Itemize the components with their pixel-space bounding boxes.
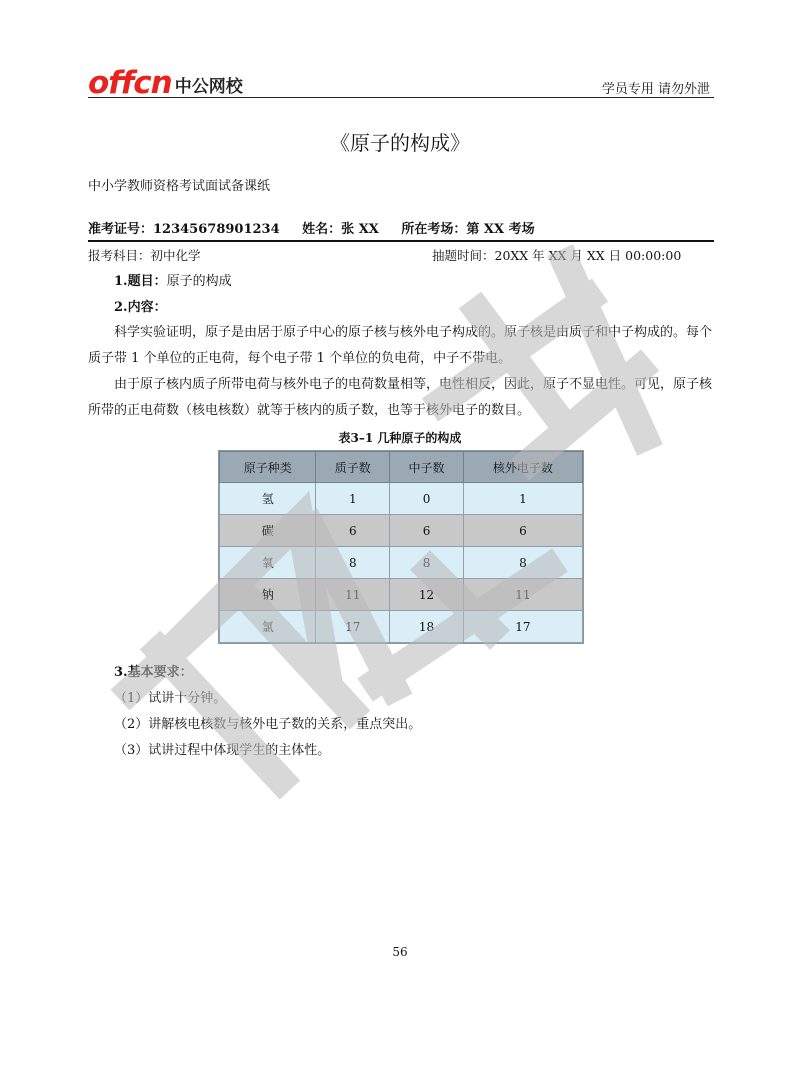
table-cell: 氢 [220, 483, 316, 515]
content-paragraph-2: 由于原子核内质子所带电荷与核外电子的电荷数量相等，电性相反，因此，原子不显电性。可见，原子核所带的正电荷数（核电核数）就等于核内的质子数，也等于核外电子的数目。 [88, 377, 713, 418]
topic-label: 1.题目： [114, 274, 167, 289]
page-title: 《原子的构成》 [330, 131, 470, 155]
requirement-item: （3）试讲过程中体现学生的主体性。 [114, 743, 331, 758]
table-cell: 8 [390, 547, 464, 579]
table-cell: 1 [463, 483, 582, 515]
table-cell: 6 [390, 515, 464, 547]
table-cell: 11 [463, 579, 582, 611]
column-header: 核外电子数 [463, 452, 582, 483]
draw-time: 抽题时间：20XX 年 XX 月 XX 日 00:00:00 [432, 248, 682, 263]
table-cell: 11 [316, 579, 390, 611]
table-cell: 1 [316, 483, 390, 515]
table-row [220, 579, 583, 611]
table-cell: 8 [463, 547, 582, 579]
requirement-item: （1）试讲十分钟。 [114, 691, 227, 706]
info-divider [88, 240, 714, 242]
table-cell: 17 [463, 611, 582, 643]
table-cell: 钠 [220, 579, 316, 611]
table-cell: 氯 [220, 611, 316, 643]
table-cell: 碳 [220, 515, 316, 547]
table-cell: 12 [390, 579, 464, 611]
offcn-logo [88, 62, 243, 101]
content-paragraph-1: 科学实验证明，原子是由居于原子中心的原子核与核外电子构成的。原子核是由质子和中子构成的。每个质子带 1 个单位的正电荷，每个电子带 1 个单位的负电荷，中子不带电。 [88, 325, 713, 366]
exam-info-line [88, 218, 553, 237]
atom-composition-table [219, 451, 583, 643]
topic-value: 原子的构成 [166, 274, 232, 289]
page-subtitle: 中小学教师资格考试面试备课纸 [88, 179, 271, 194]
column-header: 中子数 [390, 452, 464, 483]
table-cell: 0 [390, 483, 464, 515]
column-header: 质子数 [316, 452, 390, 483]
table-cell: 6 [316, 515, 390, 547]
page-number: 56 [392, 945, 408, 959]
table-row [220, 483, 583, 515]
confidential-note: 学员专用 请勿外泄 [601, 82, 710, 97]
table-caption: 表3–1 几种原子的构成 [338, 431, 462, 445]
exam-number: 准考证号：12345678901234 [88, 222, 280, 237]
table-row [220, 515, 583, 547]
logo-chinese-name: 中公网校 [174, 77, 243, 97]
candidate-name: 姓名：张 XX [302, 222, 379, 237]
table-header-row [220, 452, 583, 483]
exam-subject: 报考科目：初中化学 [88, 248, 201, 263]
logo-wordmark: offcn [88, 65, 172, 101]
table-cell: 18 [390, 611, 464, 643]
exam-room: 所在考场：第 XX 考场 [401, 222, 535, 237]
table-cell: 8 [316, 547, 390, 579]
table-row [220, 547, 583, 579]
table-cell: 17 [316, 611, 390, 643]
column-header: 原子种类 [220, 452, 316, 483]
content-heading: 2.内容： [114, 300, 167, 315]
table-cell: 6 [463, 515, 582, 547]
topic-line [88, 269, 742, 295]
table-row [220, 611, 583, 643]
header-divider [88, 97, 714, 98]
table-cell: 氧 [220, 547, 316, 579]
requirement-item: （2）讲解核电核数与核外电子数的关系，重点突出。 [114, 717, 422, 732]
requirements-heading: 3.基本要求： [114, 665, 193, 680]
